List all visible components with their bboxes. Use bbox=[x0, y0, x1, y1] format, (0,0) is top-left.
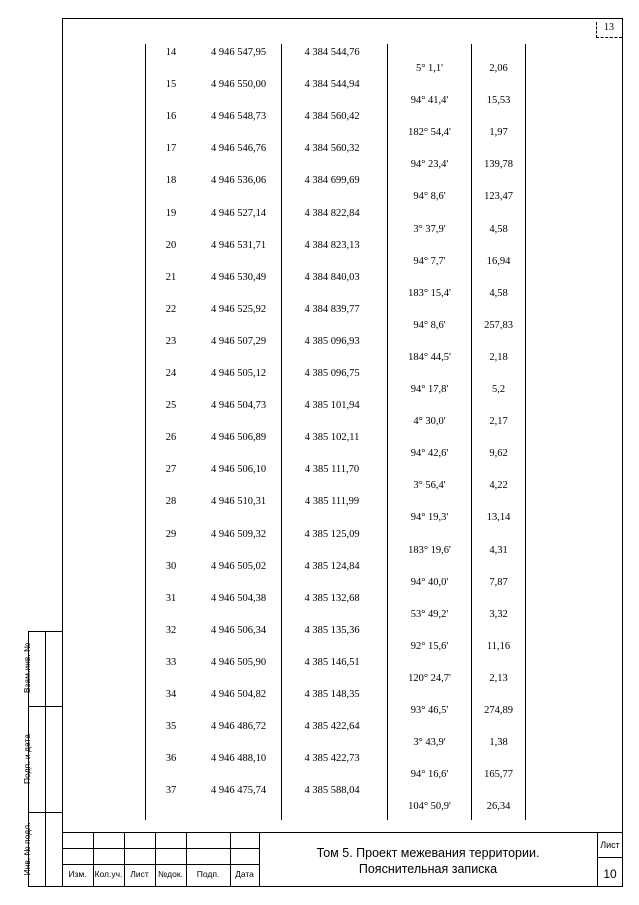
point-number: 34 bbox=[165, 689, 177, 700]
point-number: 35 bbox=[165, 721, 177, 732]
point-x: 4 946 550,00 bbox=[210, 79, 267, 90]
point-number: 18 bbox=[165, 175, 177, 186]
point-x: 4 946 505,12 bbox=[210, 368, 267, 379]
point-y: 4 384 840,03 bbox=[304, 272, 360, 283]
segment-length: 123,47 bbox=[484, 191, 513, 202]
segment-angle: 94° 40,0' bbox=[410, 577, 449, 588]
title-col-ndok: №док. bbox=[158, 869, 183, 879]
point-y: 4 385 124,84 bbox=[304, 561, 360, 572]
point-number: 24 bbox=[165, 368, 177, 379]
segment-angle: 120° 24,7' bbox=[408, 673, 451, 684]
segment-angle: 104° 50,9' bbox=[408, 801, 451, 812]
segment-angle: 93° 46,5' bbox=[410, 705, 449, 716]
point-y: 4 385 096,75 bbox=[304, 368, 360, 379]
point-y: 4 385 135,36 bbox=[304, 625, 360, 636]
segment-angle: 3° 37,9' bbox=[413, 224, 446, 235]
segment-length: 5,2 bbox=[491, 384, 506, 395]
point-x: 4 946 504,82 bbox=[210, 689, 267, 700]
segment-length: 2,17 bbox=[489, 416, 508, 427]
segment-angle: 94° 17,8' bbox=[410, 384, 449, 395]
point-y: 4 385 111,70 bbox=[304, 464, 360, 475]
segment-length: 9,62 bbox=[489, 448, 508, 459]
side-label-inv: Инв. № подл. bbox=[22, 822, 32, 876]
point-y: 4 385 096,93 bbox=[304, 336, 360, 347]
side-label-podp: Подп. и дата bbox=[22, 733, 32, 785]
point-x: 4 946 505,02 bbox=[210, 561, 267, 572]
segment-length: 257,83 bbox=[484, 320, 513, 331]
segment-angle: 53° 49,2' bbox=[410, 609, 449, 620]
point-x: 4 946 504,38 bbox=[210, 593, 267, 604]
sheet-label: Лист bbox=[600, 840, 620, 850]
segment-length: 139,78 bbox=[484, 159, 513, 170]
side-stamp-row-line bbox=[28, 706, 63, 707]
point-x: 4 946 488,10 bbox=[210, 753, 267, 764]
point-number: 15 bbox=[165, 79, 177, 90]
point-y: 4 385 588,04 bbox=[304, 785, 360, 796]
segment-angle: 94° 7,7' bbox=[413, 256, 446, 267]
segment-length: 4,22 bbox=[489, 480, 508, 491]
table-rule bbox=[525, 44, 526, 820]
point-x: 4 946 536,06 bbox=[210, 175, 267, 186]
document-title-line1: Том 5. Проект межевания территории. bbox=[316, 846, 540, 860]
segment-angle: 3° 56,4' bbox=[413, 480, 446, 491]
point-y: 4 384 544,76 bbox=[304, 47, 360, 58]
point-number: 36 bbox=[165, 753, 177, 764]
point-y: 4 385 146,51 bbox=[304, 657, 360, 668]
point-number: 26 bbox=[165, 432, 177, 443]
segment-length: 11,16 bbox=[486, 641, 511, 652]
point-number: 20 bbox=[165, 240, 177, 251]
sheet-number: 10 bbox=[603, 867, 617, 881]
point-y: 4 385 148,35 bbox=[304, 689, 360, 700]
point-x: 4 946 527,14 bbox=[210, 208, 267, 219]
title-col-data: Дата bbox=[235, 869, 254, 879]
point-number: 21 bbox=[165, 272, 177, 283]
point-number: 23 bbox=[165, 336, 177, 347]
point-x: 4 946 506,34 bbox=[210, 625, 267, 636]
point-number: 33 bbox=[165, 657, 177, 668]
point-x: 4 946 505,90 bbox=[210, 657, 267, 668]
segment-angle: 3° 43,9' bbox=[413, 737, 446, 748]
segment-angle: 94° 16,6' bbox=[410, 769, 449, 780]
point-number: 31 bbox=[165, 593, 177, 604]
point-number: 27 bbox=[165, 464, 177, 475]
point-y: 4 384 560,32 bbox=[304, 143, 360, 154]
point-number: 17 bbox=[165, 143, 177, 154]
point-y: 4 385 422,73 bbox=[304, 753, 360, 764]
segment-angle: 5° 1,1' bbox=[415, 63, 444, 74]
segment-angle: 183° 19,6' bbox=[408, 545, 451, 556]
side-stamp-divider bbox=[45, 631, 46, 887]
point-x: 4 946 507,29 bbox=[210, 336, 267, 347]
point-y: 4 384 839,77 bbox=[304, 304, 360, 315]
point-x: 4 946 509,32 bbox=[210, 529, 267, 540]
segment-angle: 94° 41,4' bbox=[410, 95, 449, 106]
title-col-koluch: Кол.уч. bbox=[94, 869, 123, 879]
point-y: 4 384 822,84 bbox=[304, 208, 360, 219]
segment-length: 16,94 bbox=[486, 256, 511, 267]
segment-length: 165,77 bbox=[484, 769, 513, 780]
point-y: 4 385 125,09 bbox=[304, 529, 360, 540]
point-x: 4 946 506,89 bbox=[210, 432, 267, 443]
segment-angle: 94° 23,4' bbox=[410, 159, 449, 170]
point-number: 16 bbox=[165, 111, 177, 122]
segment-length: 2,18 bbox=[489, 352, 508, 363]
segment-angle: 94° 42,6' bbox=[410, 448, 449, 459]
segment-length: 3,32 bbox=[489, 609, 508, 620]
point-x: 4 946 525,92 bbox=[210, 304, 267, 315]
point-y: 4 384 823,13 bbox=[304, 240, 360, 251]
point-x: 4 946 504,73 bbox=[210, 400, 267, 411]
side-label-vzam: Взам.инв. № bbox=[22, 642, 32, 694]
title-col-podp: Подп. bbox=[196, 869, 220, 879]
side-stamp-row-line bbox=[28, 812, 63, 813]
segment-length: 1,38 bbox=[489, 737, 508, 748]
title-col-izm: Изм. bbox=[68, 869, 87, 879]
point-y: 4 384 544,94 bbox=[304, 79, 360, 90]
segment-length: 274,89 bbox=[484, 705, 513, 716]
segment-length: 4,31 bbox=[489, 545, 508, 556]
corner-sheet-number: 13 bbox=[604, 22, 614, 33]
point-x: 4 946 546,76 bbox=[210, 143, 267, 154]
point-number: 19 bbox=[165, 208, 177, 219]
point-number: 28 bbox=[165, 496, 177, 507]
segment-angle: 94° 8,6' bbox=[413, 191, 446, 202]
point-y: 4 384 560,42 bbox=[304, 111, 360, 122]
point-x: 4 946 510,31 bbox=[210, 496, 267, 507]
point-number: 30 bbox=[165, 561, 177, 572]
point-x: 4 946 531,71 bbox=[210, 240, 267, 251]
title-col-list: Лист bbox=[130, 869, 149, 879]
point-number: 37 bbox=[165, 785, 177, 796]
point-number: 29 bbox=[165, 529, 177, 540]
point-y: 4 385 111,99 bbox=[304, 496, 360, 507]
point-y: 4 385 101,94 bbox=[304, 400, 360, 411]
segment-length: 4,58 bbox=[489, 224, 508, 235]
document-title-line2: Пояснительная записка bbox=[358, 862, 498, 876]
point-x: 4 946 530,49 bbox=[210, 272, 267, 283]
segment-angle: 94° 8,6' bbox=[413, 320, 446, 331]
point-x: 4 946 547,95 bbox=[210, 47, 267, 58]
segment-length: 2,06 bbox=[489, 63, 508, 74]
segment-length: 4,58 bbox=[489, 288, 508, 299]
point-number: 25 bbox=[165, 400, 177, 411]
point-y: 4 385 102,11 bbox=[304, 432, 360, 443]
segment-angle: 184° 44,5' bbox=[408, 352, 451, 363]
point-x: 4 946 486,72 bbox=[210, 721, 267, 732]
point-y: 4 384 699,69 bbox=[304, 175, 360, 186]
sheet-cell-row bbox=[597, 857, 623, 858]
segment-angle: 183° 15,4' bbox=[408, 288, 451, 299]
segment-length: 13,14 bbox=[486, 512, 511, 523]
point-number: 22 bbox=[165, 304, 177, 315]
segment-angle: 4° 30,0' bbox=[413, 416, 446, 427]
point-x: 4 946 475,74 bbox=[210, 785, 267, 796]
segment-length: 26,34 bbox=[486, 801, 511, 812]
point-number: 32 bbox=[165, 625, 177, 636]
title-block-top bbox=[62, 832, 623, 833]
point-y: 4 385 132,68 bbox=[304, 593, 360, 604]
segment-length: 2,13 bbox=[489, 673, 508, 684]
segment-length: 7,87 bbox=[489, 577, 508, 588]
point-x: 4 946 506,10 bbox=[210, 464, 267, 475]
point-x: 4 946 548,73 bbox=[210, 111, 267, 122]
point-number: 14 bbox=[165, 47, 177, 58]
point-y: 4 385 422,64 bbox=[304, 721, 360, 732]
segment-angle: 94° 19,3' bbox=[410, 512, 449, 523]
segment-length: 1,97 bbox=[489, 127, 508, 138]
segment-length: 15,53 bbox=[486, 95, 511, 106]
segment-angle: 92° 15,6' bbox=[410, 641, 449, 652]
segment-angle: 182° 54,4' bbox=[408, 127, 451, 138]
